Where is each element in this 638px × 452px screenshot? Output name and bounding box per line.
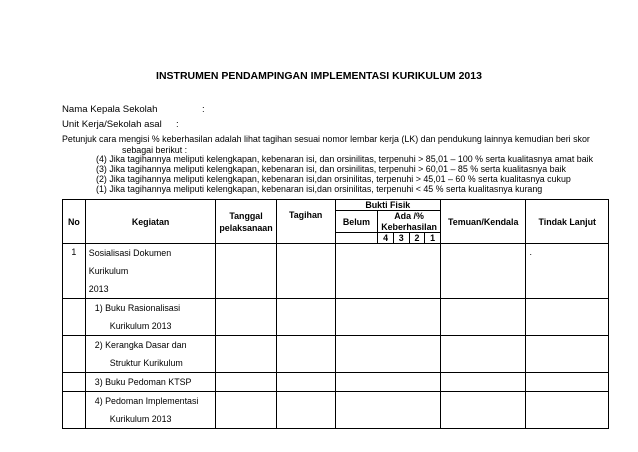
row-kegiatan-line2: Kurikulum 2013 [109, 414, 172, 424]
cell-tanggal [216, 299, 276, 336]
cell-tindak: . [526, 244, 609, 299]
petunjuk-item-1: (1) Jika tagihannya meliputi kelengkapan, kebenaran isi,dan orsinilitas, terpenuhi < 45 % serta kualitasnya kurang [96, 184, 543, 194]
petunjuk-item-2: (2) Jika tagihannya meliputi kelengkapan, kebenaran isi,dan orsinilitas, terpenuhi > 45,01 – 60 % serta kualitasnya cukup [96, 174, 571, 184]
row-kegiatan [85, 336, 216, 373]
cell-bukti [335, 299, 440, 336]
cell-temuan [440, 244, 526, 299]
cell-tagihan [276, 244, 335, 299]
header-blank [335, 233, 378, 244]
row-kegiatan [85, 392, 216, 429]
row-kegiatan-line2: 2013 [88, 284, 109, 294]
petunjuk-item-3: (3) Jika tagihannya meliputi kelengkapan, kebenaran isi, dan orsinilitas, terpenuhi > 60,01 – 85 % serta kualitasnya baik [96, 164, 566, 174]
header-no: No [63, 200, 86, 244]
cell-bukti [335, 336, 440, 373]
cell-tagihan [276, 336, 335, 373]
petunjuk-item-4: (4) Jika tagihannya meliputi kelengkapan, kebenaran isi, dan orsinilitas, terpenuhi > 85,01 – 100 % serta kualitasnya amat baik [96, 154, 594, 164]
row-no [63, 392, 86, 429]
score-3: 3 [393, 233, 409, 244]
row-kegiatan-line2: Kurikulum 2013 [109, 321, 172, 331]
header-tindak: Tindak Lanjut [526, 200, 609, 244]
cell-tagihan [276, 299, 335, 336]
header-tanggal-line2: pelaksanaan [219, 222, 273, 233]
unit-label: Unit Kerja/Sekolah asal [62, 119, 162, 130]
petunjuk-line2: sebagai berikut : [122, 145, 188, 155]
header-temuan: Temuan/Kendala [440, 200, 526, 244]
table-row [63, 392, 609, 429]
kepala-colon: : [202, 104, 205, 115]
score-2: 2 [409, 233, 425, 244]
cell-temuan [440, 299, 526, 336]
header-keberhasilan: Keberhasilan [378, 222, 441, 233]
cell-bukti [335, 244, 440, 299]
cell-tindak [526, 392, 609, 429]
row-no [63, 373, 86, 392]
cell-tindak [526, 299, 609, 336]
row-kegiatan-line1: 2) Kerangka Dasar dan [94, 340, 187, 350]
row-kegiatan-line2: Struktur Kurikulum [109, 358, 183, 368]
instrument-table [62, 199, 609, 429]
cell-tagihan [276, 373, 335, 392]
header-kegiatan: Kegiatan [85, 200, 216, 244]
petunjuk-line1: Petunjuk cara mengisi % keberhasilan adalah lihat tagihan sesuai nomor lembar kerja (LK) dan pendukung lainnya kemudian beri skor [62, 134, 590, 144]
header-tanggal [216, 200, 276, 244]
cell-tagihan [276, 392, 335, 429]
cell-temuan [440, 373, 526, 392]
row-kegiatan-line1: 1) Buku Rasionalisasi [94, 303, 181, 313]
header-bukti-fisik: Bukti Fisik [335, 200, 440, 211]
cell-bukti [335, 392, 440, 429]
table-row [63, 244, 609, 299]
row-kegiatan-line1: 3) Buku Pedoman KTSP [94, 377, 192, 387]
table-row [63, 336, 609, 373]
unit-colon: : [176, 119, 179, 130]
cell-tanggal [216, 373, 276, 392]
cell-tanggal [216, 392, 276, 429]
score-4: 4 [378, 233, 394, 244]
row-no [63, 299, 86, 336]
table-row [63, 373, 609, 392]
header-ada: Ada /% [378, 211, 441, 222]
row-no: 1 [63, 244, 86, 299]
row-no [63, 336, 86, 373]
row-kegiatan [85, 244, 216, 299]
score-1: 1 [425, 233, 441, 244]
cell-tindak [526, 336, 609, 373]
table-row [63, 299, 609, 336]
cell-temuan [440, 392, 526, 429]
cell-temuan [440, 336, 526, 373]
header-tagihan: Tagihan [276, 200, 335, 244]
kepala-label: Nama Kepala Sekolah [62, 104, 158, 115]
row-kegiatan [85, 373, 216, 392]
document-title: INSTRUMEN PENDAMPINGAN IMPLEMENTASI KURIKULUM 2013 [156, 70, 482, 82]
cell-tindak [526, 373, 609, 392]
header-tanggal-line1: Tanggal [229, 210, 263, 221]
row-kegiatan [85, 299, 216, 336]
row-kegiatan-line1: Sosialisasi Dokumen Kurikulum [88, 248, 172, 276]
row-kegiatan-line1: 4) Pedoman Implementasi [94, 396, 199, 406]
header-belum: Belum [335, 211, 378, 233]
cell-tanggal [216, 336, 276, 373]
cell-tanggal [216, 244, 276, 299]
cell-bukti [335, 373, 440, 392]
